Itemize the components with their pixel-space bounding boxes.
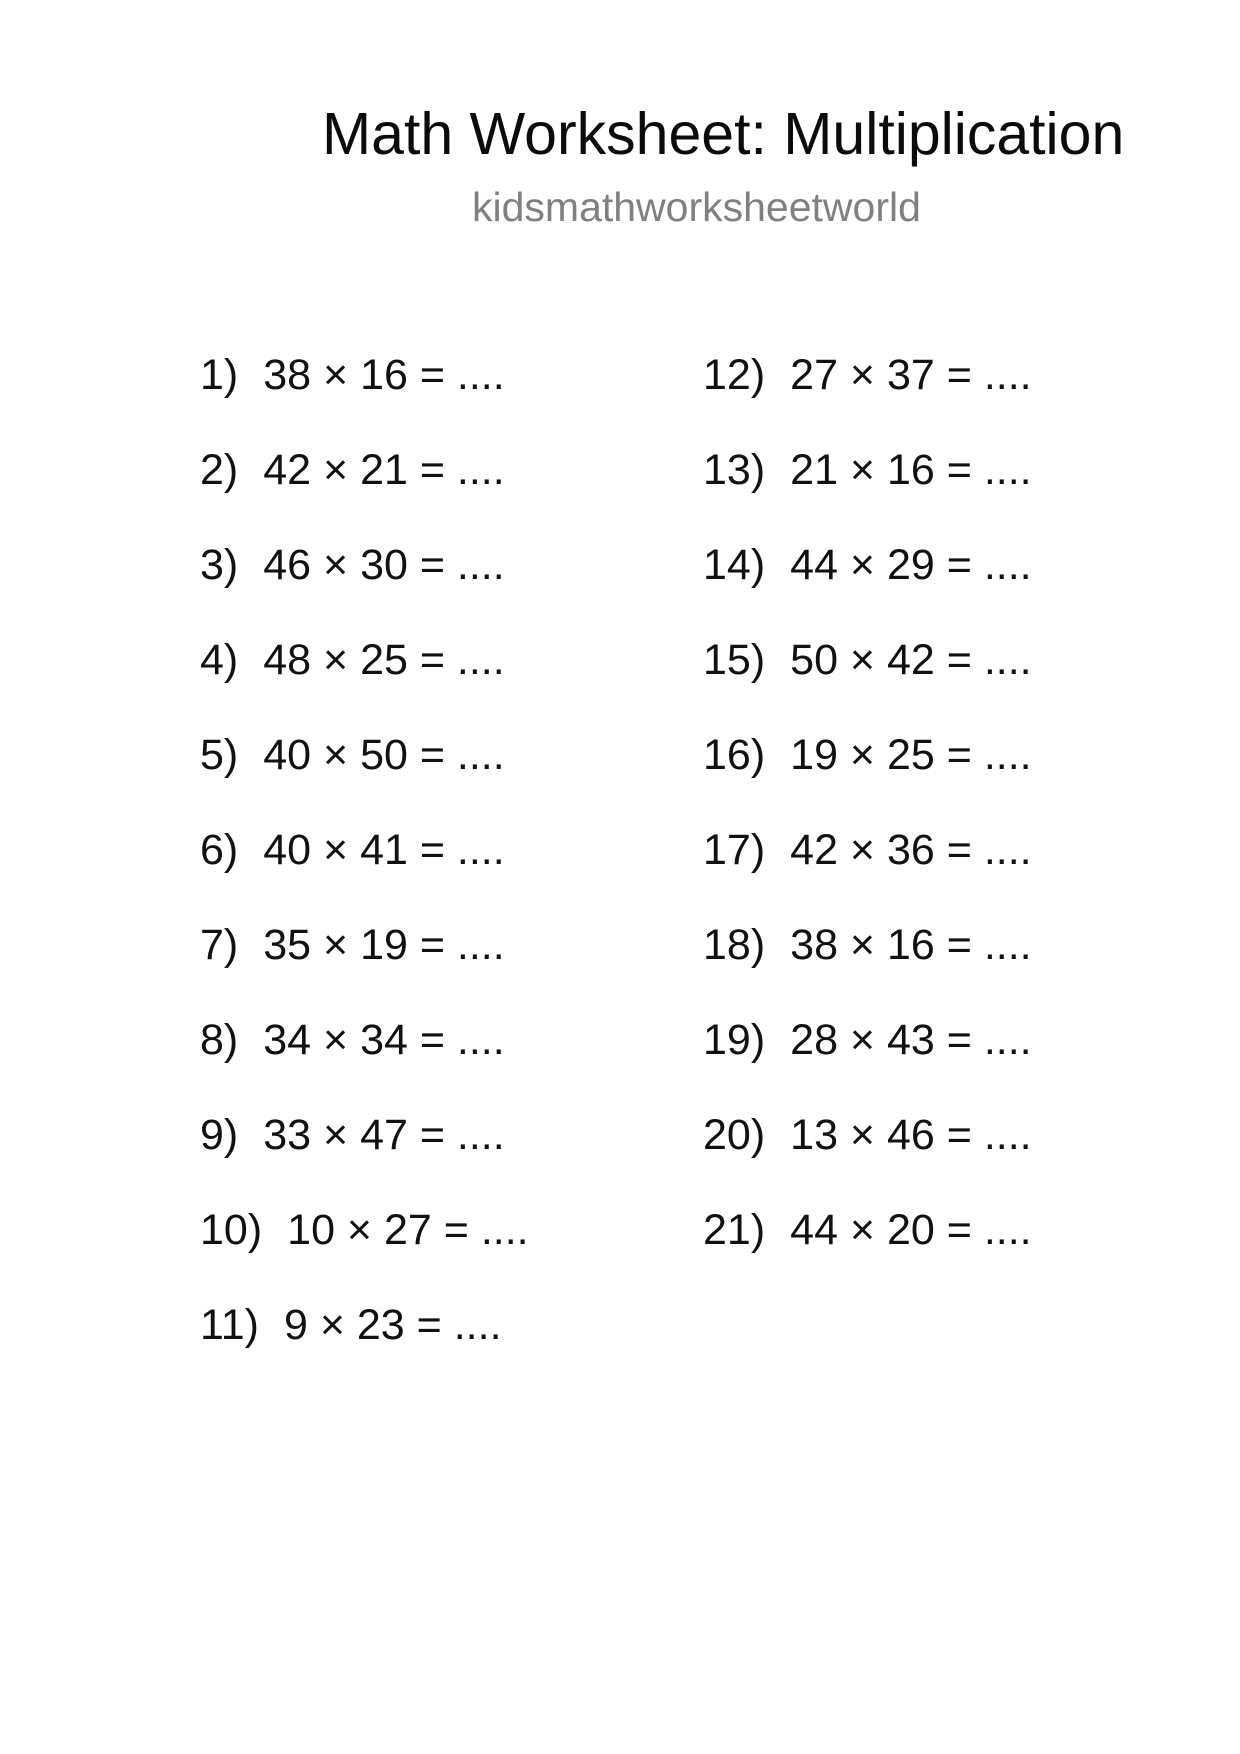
problem-item [703, 630, 1143, 725]
problem-expression: 44 × 29 = .... [790, 541, 1032, 589]
problem-expression: 42 × 36 = .... [790, 826, 1032, 874]
problem-item [703, 345, 1143, 440]
problem-number: 5) [200, 731, 239, 779]
problem-number: 6) [200, 826, 239, 874]
problem-number: 8) [200, 1016, 239, 1064]
problem-item [200, 725, 640, 820]
problem-item [703, 725, 1143, 820]
problem-expression: 33 × 47 = .... [263, 1111, 505, 1159]
problem-number: 9) [200, 1111, 239, 1159]
problem-expression: 50 × 42 = .... [790, 636, 1032, 684]
problem-number: 12) [703, 351, 766, 399]
problem-item [200, 1200, 640, 1295]
problem-item [703, 1200, 1143, 1295]
problem-expression: 35 × 19 = .... [263, 921, 505, 969]
problem-expression: 40 × 50 = .... [263, 731, 505, 779]
problem-item [703, 440, 1143, 535]
problem-expression: 21 × 16 = .... [790, 446, 1032, 494]
problem-item [200, 1295, 640, 1390]
problem-item [703, 820, 1143, 915]
page-title: Math Worksheet: Multiplication [322, 101, 1125, 167]
problem-expression: 10 × 27 = .... [287, 1206, 529, 1254]
problem-item [200, 440, 640, 535]
problem-item [200, 1010, 640, 1105]
problem-item [703, 1010, 1143, 1105]
problem-expression: 13 × 46 = .... [790, 1111, 1032, 1159]
problems-column-right [703, 345, 1143, 1295]
problem-number: 10) [200, 1206, 263, 1254]
problem-number: 1) [200, 351, 239, 399]
problem-number: 11) [200, 1301, 259, 1349]
problem-number: 2) [200, 446, 239, 494]
problem-item [200, 535, 640, 630]
problem-expression: 28 × 43 = .... [790, 1016, 1032, 1064]
problem-expression: 19 × 25 = .... [790, 731, 1032, 779]
problem-item [200, 1105, 640, 1200]
problem-item [200, 820, 640, 915]
problem-number: 18) [703, 921, 766, 969]
problem-expression: 38 × 16 = .... [790, 921, 1032, 969]
problem-item [703, 915, 1143, 1010]
problem-number: 20) [703, 1111, 766, 1159]
problem-number: 15) [703, 636, 766, 684]
problem-number: 13) [703, 446, 766, 494]
problem-expression: 34 × 34 = .... [263, 1016, 505, 1064]
problem-expression: 44 × 20 = .... [790, 1206, 1032, 1254]
problem-expression: 48 × 25 = .... [263, 636, 505, 684]
page-subtitle: kidsmathworksheetworld [472, 184, 921, 230]
problems-column-left [200, 345, 640, 1390]
problem-number: 14) [703, 541, 766, 589]
problem-number: 7) [200, 921, 239, 969]
problem-item [200, 345, 640, 440]
problem-expression: 40 × 41 = .... [263, 826, 505, 874]
problem-expression: 38 × 16 = .... [263, 351, 505, 399]
problem-number: 3) [200, 541, 239, 589]
problem-number: 21) [703, 1206, 766, 1254]
problem-expression: 9 × 23 = .... [283, 1301, 502, 1349]
problem-number: 4) [200, 636, 239, 684]
problem-number: 16) [703, 731, 766, 779]
problem-expression: 46 × 30 = .... [263, 541, 505, 589]
problem-number: 17) [703, 826, 766, 874]
problem-item [703, 535, 1143, 630]
problem-number: 19) [703, 1016, 766, 1064]
problem-item [703, 1105, 1143, 1200]
problem-expression: 27 × 37 = .... [790, 351, 1032, 399]
problem-item [200, 915, 640, 1010]
problem-item [200, 630, 640, 725]
problem-expression: 42 × 21 = .... [263, 446, 505, 494]
